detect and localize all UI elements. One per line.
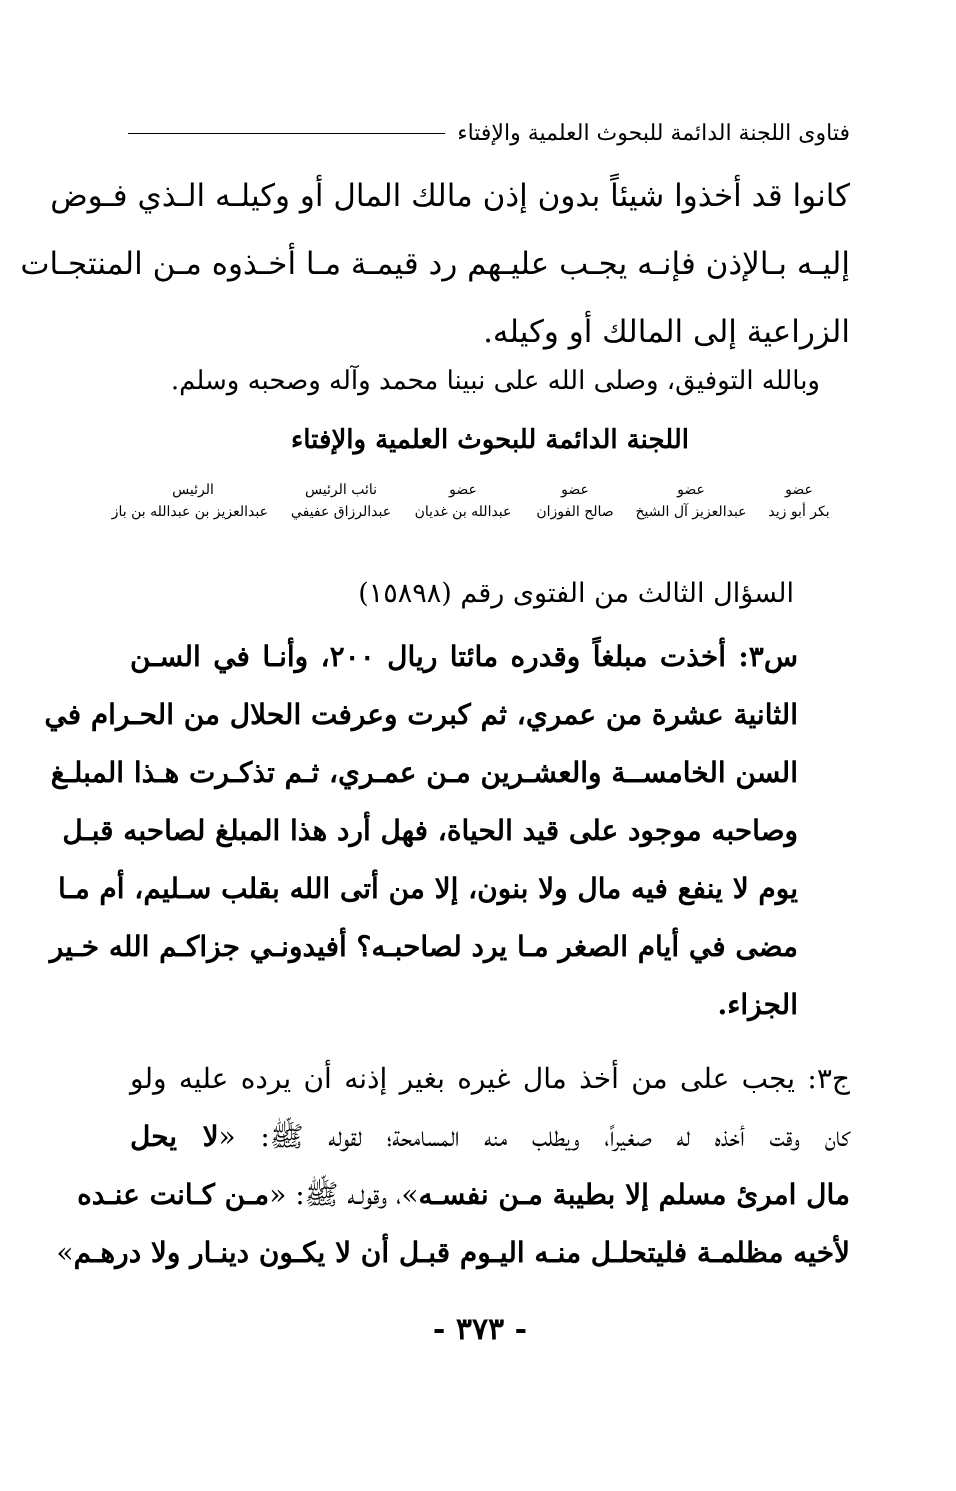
signature-name: صالح الفوزان	[536, 504, 614, 520]
text-run: »، وقولـه ﷺ: «	[269, 1178, 419, 1211]
text-run: كان وقت أخذه له صغيراً، ويطلب منه المسامحة؛ لقوله ﷺ: «	[218, 1120, 850, 1153]
text-line	[56, 1236, 850, 1269]
signature-member	[404, 482, 522, 520]
header-rule	[128, 133, 445, 134]
signature-role: عضو	[677, 482, 705, 498]
answer-continuation-paragraph	[20, 178, 850, 388]
hadith-text: مـن كـانت عنـده	[77, 1178, 270, 1211]
page-number: - ٣٧٣ -	[432, 1312, 528, 1347]
signature-member	[632, 482, 750, 520]
signature-role: نائب الرئيس	[304, 482, 378, 498]
closing-formula: وبالله التوفيق، وصلى الله على نبينا محمد وآله وصحبه وسلم.	[170, 366, 820, 396]
signature-member	[111, 482, 268, 520]
text-line	[130, 1120, 850, 1160]
question-heading: السؤال الثالث من الفتوى رقم (١٥٨٩٨)	[358, 578, 794, 609]
text-line: الزراعية إلى المالك أو وكيله.	[483, 314, 850, 350]
signatures-row	[111, 482, 858, 552]
hadith-text: لأخيه مظلمـة فليتحلـل منـه اليـوم قبـل أن لا يكـون دينـار ولا درهـم	[73, 1236, 850, 1269]
text-line	[77, 1178, 850, 1218]
text-line: مضى في أيام الصغر مـا يرد لصاحبـه؟ أفيدونـي جزاكـم الله خـير	[49, 930, 798, 963]
text-line: السن الخامســة والعشـرين مـن عمـري، ثـم تذكـرت هـذا المبلـغ	[50, 756, 798, 789]
text-line: ج٣: يجب على من أخذ مال غيره بغير إذنه أن يرده عليه ولو	[130, 1062, 850, 1095]
text-line: س٣: أخذت مبلغاً وقدره مائتا ريال ٢٠٠، وأنـا في السـن	[130, 640, 799, 673]
signature-member	[282, 482, 400, 520]
signature-member	[740, 482, 858, 520]
signature-name: عبدالله بن غديان	[414, 504, 512, 520]
question-paragraph	[44, 640, 799, 1060]
committee-title: اللجنة الدائمة للبحوث العلمية والإفتاء	[291, 425, 689, 455]
text-line: كانوا قد أخذوا شيئاً بدون إذن مالك المال أو وكيلـه الـذي فـوض	[50, 178, 850, 214]
text-run: »	[56, 1236, 74, 1269]
text-line: الثانية عشرة من عمري، ثم كبرت وعرفت الحلال من الحـرام في	[44, 698, 798, 731]
signature-name: عبدالرزاق عفيفي	[290, 504, 392, 520]
hadith-text: لا يحل	[130, 1120, 219, 1153]
hadith-text: مال امرئ مسلم إلا بطيبة مـن نفسـه	[418, 1178, 850, 1211]
answer-paragraph	[56, 1062, 850, 1302]
text-line: وصاحبه موجود على قيد الحياة، فهل أرد هذا المبلغ لصاحبه قبـل	[62, 814, 798, 847]
running-header	[128, 113, 850, 153]
signature-role: الرئيس	[172, 482, 214, 498]
signature-name: عبدالعزيز بن عبدالله بن باز	[111, 504, 268, 520]
signature-role: عضو	[785, 482, 813, 498]
text-line: الجزاء.	[717, 988, 798, 1021]
text-line: إليـه بـالإذن فإنـه يجـب عليـهم رد قيمـة مـا أخـذوه مـن المنتجـات	[20, 246, 850, 282]
signature-name: بكر أبو زيد	[768, 504, 830, 520]
running-header-title: فتاوى اللجنة الدائمة للبحوث العلمية والإفتاء	[457, 120, 850, 146]
signature-name: عبدالعزيز آل الشيخ	[635, 504, 747, 520]
signature-role: عضو	[449, 482, 477, 498]
signature-member	[516, 482, 634, 520]
text-line: يوم لا ينفع فيه مال ولا بنون، إلا من أتى الله بقلب سـليم، أم مـا	[57, 872, 798, 905]
signature-role: عضو	[561, 482, 589, 498]
